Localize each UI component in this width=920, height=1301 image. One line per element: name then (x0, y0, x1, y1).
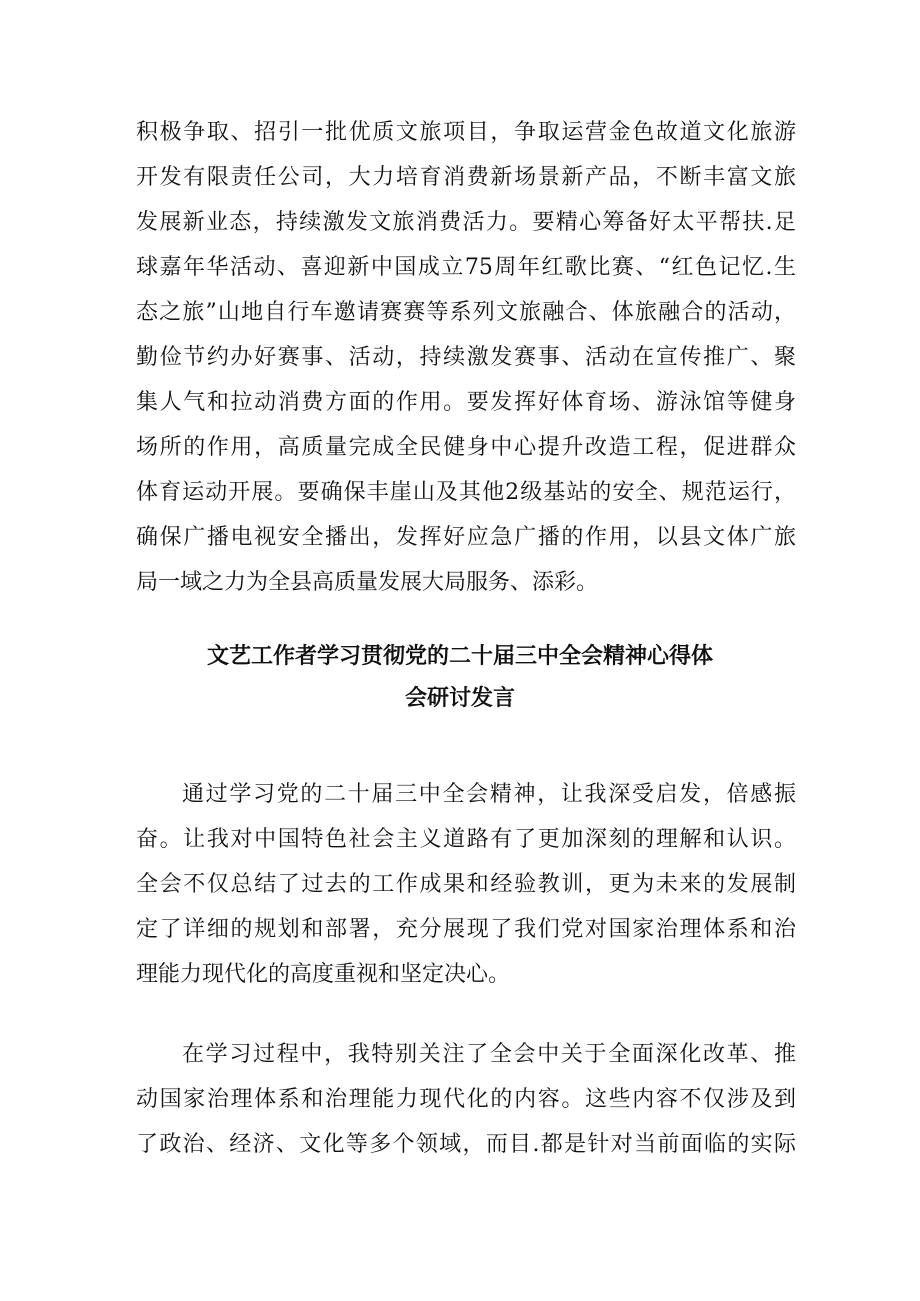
text-line: 通过学习党的二十届三中全会精神，让我深受启发，倍感振 (182, 782, 796, 807)
text-line: 勤俭节约办好赛事、活动，持续激发赛事、活动在宣传推广、聚 (136, 345, 796, 370)
text-line: 在学习过程中，我特别关注了全会中关于全面深化改革、推 (182, 1042, 796, 1067)
text-line: 动国家治理体系和治理能力现代化的内容。这些内容不仅涉及到 (136, 1087, 796, 1112)
text-line: 了政治、经济、文化等多个领域，而目.都是针对当前面临的实际 (136, 1132, 796, 1157)
section-heading (120, 636, 800, 720)
paragraph-1 (136, 772, 796, 997)
paragraph-continued (136, 110, 796, 605)
text-line: 积极争取、招引一批优质文旅项目，争取运营金色故道文化旅游 (136, 120, 796, 145)
text-line: 体育运动开展。要确保丰崖山及其他2级基站的安全、规范运行， (136, 480, 796, 505)
text-line: 确保广播电视安全播出，发挥好应急广播的作用，以县文体广旅 (136, 525, 796, 550)
text-line: 开发有限责任公司，大力培育消费新场景新产品，不断丰富文旅 (136, 165, 796, 190)
text-line: 场所的作用，高质量完成全民健身中心提升改造工程，促进群众 (136, 435, 796, 460)
text-line: 定了详细的规划和部署，充分展现了我们党对国家治理体系和治 (136, 917, 796, 942)
text-line: 奋。让我对中国特色社会主义道路有了更加深刻的理解和认识。 (136, 827, 796, 852)
text-line: 全会不仅总结了过去的工作成果和经验教训，更为未来的发展制 (136, 872, 796, 897)
text-line: 集人气和拉动消费方面的作用。要发挥好体育场、游泳馆等健身 (136, 390, 796, 415)
text-line: 球嘉年华活动、喜迎新中国成立75周年红歌比赛、“红色记忆.生 (136, 255, 796, 280)
text-line: 局一域之力为全县高质量发展大局服务、添彩。 (136, 570, 599, 595)
heading-line-2: 会研讨发言 (404, 686, 515, 711)
heading-line-1: 文艺工作者学习贯彻党的二十届三中全会精神心得体 (206, 644, 713, 669)
text-line: 态之旅”山地自行车邀请赛赛等系列文旅融合、体旅融合的活动， (136, 300, 796, 325)
text-line: 发展新业态，持续激发文旅消费活力。要精心筹备好太平帮扶.足 (136, 210, 796, 235)
paragraph-2 (136, 1032, 796, 1167)
text-line: 理能力现代化的高度重视和坚定决心。 (136, 962, 511, 987)
